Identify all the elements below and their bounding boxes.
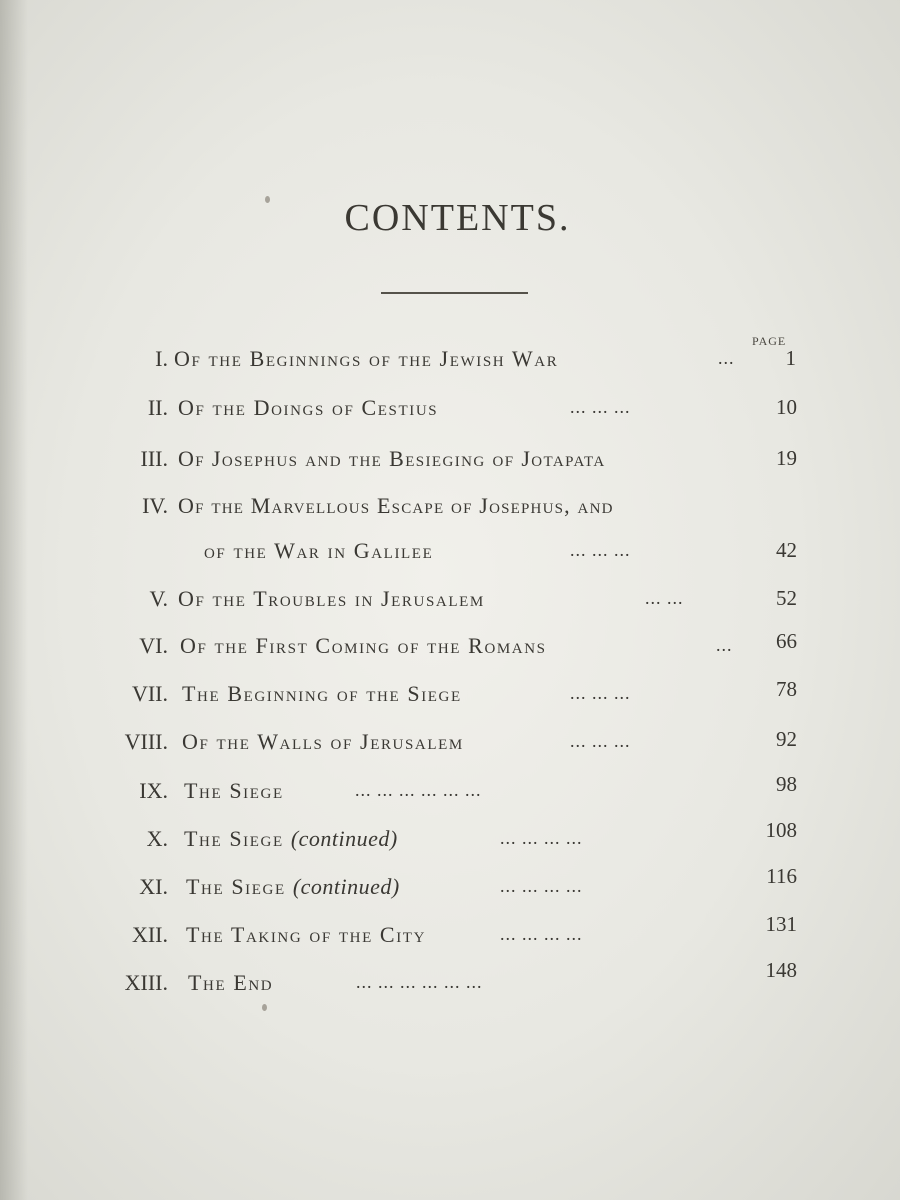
- chapter-title: The End: [188, 970, 274, 995]
- page-number: 10: [776, 395, 797, 419]
- chapter-title-text: The Siege: [184, 826, 284, 851]
- toc-entry: [0, 912, 900, 956]
- chapter-title: Of the Marvellous Escape of Josephus, and: [178, 493, 614, 518]
- dot-leader: ... ... ... ... ... ...: [356, 972, 483, 992]
- toc-entry: [0, 818, 900, 860]
- chapter-title: Of the Doings of Cestius: [178, 395, 439, 420]
- dot-leader: ... ...: [645, 588, 684, 608]
- dot-leader: ...: [718, 348, 735, 368]
- page-number: 78: [776, 677, 797, 701]
- chapter-title: Of Josephus and the Besieging of Jotapata: [178, 446, 606, 471]
- page-number: 66: [776, 629, 797, 653]
- dot-leader: ... ... ... ... ... ...: [355, 780, 482, 800]
- paper-speck: [262, 1004, 267, 1011]
- chapter-numeral: II.: [147, 395, 168, 420]
- chapter-title: Of the Beginnings of the Jewish War: [174, 346, 559, 371]
- dot-leader: ...: [716, 635, 733, 655]
- toc-entry: [0, 677, 900, 715]
- toc-entry: [0, 446, 900, 480]
- chapter-title: Of the Walls of Jerusalem: [182, 729, 464, 754]
- page-number: 98: [776, 772, 797, 796]
- dot-leader: ... ... ...: [570, 540, 631, 560]
- chapter-numeral: VII.: [131, 681, 168, 706]
- page-number: 148: [765, 958, 797, 982]
- dot-leader: ... ... ... ...: [500, 924, 583, 944]
- toc-entry: [0, 586, 900, 620]
- chapter-numeral: VIII.: [124, 729, 168, 754]
- dot-leader: ... ... ... ...: [500, 828, 583, 848]
- page-number: 131: [765, 912, 797, 936]
- page-number: 116: [766, 864, 797, 888]
- chapter-numeral: XI.: [139, 874, 168, 899]
- page-column-label: PAGE: [752, 334, 787, 348]
- heading-rule: [381, 292, 528, 294]
- chapter-title: [186, 874, 400, 900]
- toc-entry: [0, 346, 900, 380]
- dot-leader: ... ... ...: [570, 683, 631, 703]
- chapter-title: [184, 826, 398, 852]
- page-number: 1: [785, 346, 796, 370]
- toc-entry: [0, 395, 900, 429]
- chapter-numeral: VI.: [139, 633, 168, 658]
- chapter-title-italic: (continued): [292, 874, 400, 899]
- toc-entry-continuation: [0, 538, 900, 572]
- dot-leader: ... ... ... ...: [500, 876, 583, 896]
- toc-entry: [0, 958, 900, 1004]
- chapter-numeral: I.: [155, 346, 168, 371]
- page-number: 108: [765, 818, 797, 842]
- toc-entry: [0, 864, 900, 908]
- chapter-numeral: XIII.: [124, 970, 168, 995]
- page-number: 52: [776, 586, 797, 610]
- chapter-numeral: IV.: [142, 493, 168, 518]
- toc-entry: [0, 729, 900, 763]
- chapter-numeral: III.: [140, 446, 168, 471]
- toc-entry: [0, 493, 900, 527]
- chapter-title: The Beginning of the Siege: [182, 681, 462, 706]
- chapter-title-text: The Siege: [186, 874, 286, 899]
- toc-entry: [0, 629, 900, 667]
- page-number: 19: [776, 446, 797, 470]
- chapter-title: Of the Troubles in Jerusalem: [178, 586, 485, 611]
- chapter-title: The Siege: [184, 778, 284, 803]
- contents-heading: CONTENTS.: [344, 197, 571, 239]
- toc-entry: [0, 772, 900, 812]
- page-number: 42: [776, 538, 797, 562]
- chapter-numeral: V.: [149, 586, 168, 611]
- chapter-title: The Taking of the City: [186, 922, 426, 947]
- chapter-title-continuation: of the War in Galilee: [204, 538, 434, 563]
- chapter-numeral: IX.: [139, 778, 168, 803]
- chapter-title: Of the First Coming of the Romans: [180, 633, 547, 658]
- chapter-numeral: XII.: [131, 922, 168, 947]
- chapter-numeral: X.: [146, 826, 168, 851]
- dot-leader: ... ... ...: [570, 397, 631, 417]
- chapter-title-italic: (continued): [290, 826, 398, 851]
- page-number: 92: [776, 727, 797, 751]
- dot-leader: ... ... ...: [570, 731, 631, 751]
